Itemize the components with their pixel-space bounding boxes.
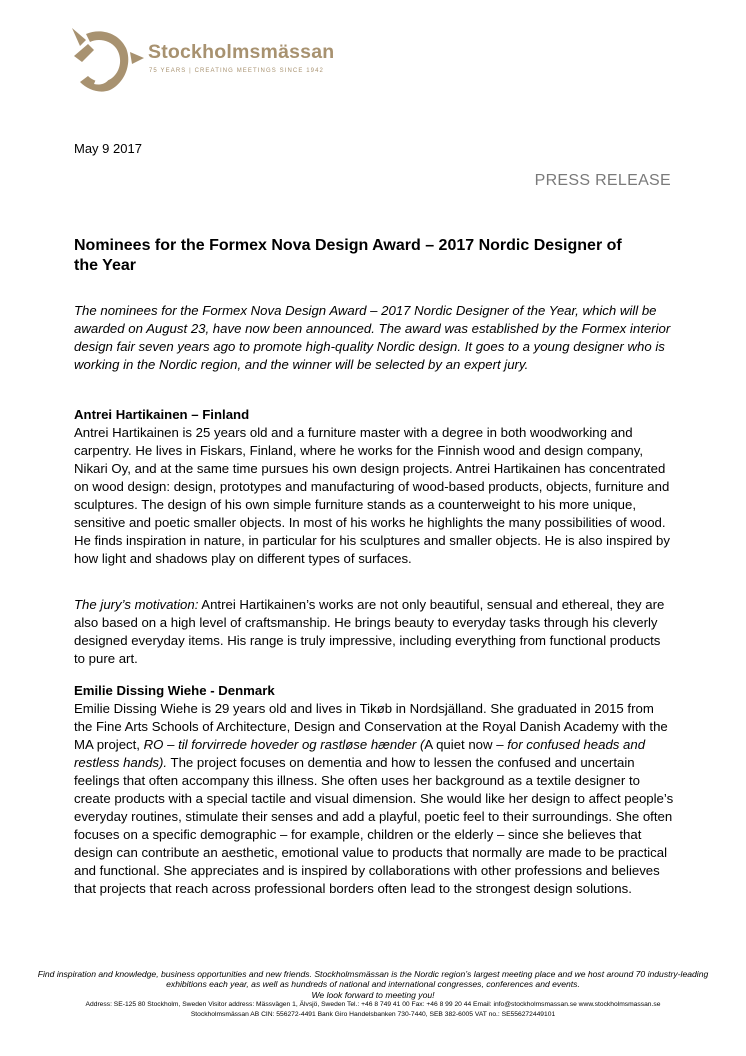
footer-tagline: Find inspiration and knowledge, business opportunities and new friends. Stockholmsmässan is the Nordic region’s largest meeting place and we host around 70 industry-leading exhibitions each year, as well as hundreds of national and international congresses, conferences and events. <box>37 969 709 990</box>
nominee-heading-emilie: Emilie Dissing Wiehe - Denmark <box>74 683 275 698</box>
jury-motivation-text: Antrei Hartikainen’s works are not only beautiful, sensual and ethereal, they are also based on a high level of craftsmanship. He brings beauty to everyday tasks through his cleverly designed everyday items. His range is truly impressive, including everything from functional products to pure art. <box>74 597 665 666</box>
jury-motivation-label: The jury’s motivation: <box>74 597 199 612</box>
project-title-danish: RO – til forvirrede hoveder og rastløse hænder ( <box>143 737 425 752</box>
lead-paragraph: The nominees for the Formex Nova Design Award – 2017 Nordic Designer of the Year, which will be awarded on August 23, have now been announced. The award was established by the Formex interior design fair seven years ago to promote high-quality Nordic design. It goes to a young designer who is working in the Nordic region, and the winner will be selected by an expert jury. <box>74 303 671 372</box>
company-logo <box>66 26 346 98</box>
release-date: May 9 2017 <box>74 141 142 156</box>
project-title-english: for confused heads and restless hands). <box>74 737 646 770</box>
jury-motivation-antrei <box>74 596 674 668</box>
nominee-heading-antrei: Antrei Hartikainen – Finland <box>74 407 250 422</box>
page-title: Nominees for the Formex Nova Design Award – 2017 Nordic Designer of the Year <box>74 237 622 274</box>
bio-text-part: Emilie Dissing Wiehe is 29 years old and lives in Tikøb in Nordsjälland. She graduated in 2015 from the Fine Arts Schools of Architecture, Design and Conservation at the Royal Danish Academy with the MA project, <box>74 701 668 752</box>
footer-closing: We look forward to meeting you! <box>311 989 435 1000</box>
page-footer <box>30 969 716 1020</box>
nominee-bio-antrei: Antrei Hartikainen is 25 years old and a furniture master with a degree in both woodworking and carpentry. He lives in Fiskars, Finland, where he works for the Finnish wood and design company, Nikari Oy, and at the same time pursues his own design projects. Antrei Hartikainen has concentrated on wood design: design, prototypes and manufacturing of wood-based products, objects, furniture and sculptures. The design of his own simple furniture stands as a counterweight to his more unique, sensitive and poetic smaller objects. In most of his works he highlights the many possibilities of wood. He finds inspiration in nature, in particular for his sculptures and smaller objects. He is also inspired by how light and shadows play on different types of surfaces. <box>74 425 670 566</box>
bio-text-part: The project focuses on dementia and how to lessen the confused and uncertain feelings that often accompany this illness. She often uses her background as a textile designer to create products with a special tactile and visual dimension. She would like her design to affect people’s everyday routines, stimulate their senses and add a playful, poetic feel to their surroundings. She often focuses on a specific demographic – for example, children or the elderly – since she believes that design can contribute an aesthetic, emotional value to products that normally are made to be practical and functional. She appreciates and is inspired by collaborations with other professions and believes that projects that reach across professional borders often lead to the strongest design solutions. <box>74 755 674 896</box>
brand-tagline: 75 YEARS | CREATING MEETINGS SINCE 1942 <box>149 68 324 74</box>
footer-address: Address: SE-125 80 Stockholm, Sweden Visitor address: Mässvägen 1, Älvsjö, Sweden Tel.: +46 8 749 41 00 Fax: +46 8 99 20 44 Email: info@stockholmsmassan.se www.stockholmsmassan.se <box>85 1001 661 1009</box>
stockholmsmassan-75-logo-icon <box>66 26 146 96</box>
nominee-bio-emilie <box>74 700 674 898</box>
project-title-english-prefix: A quiet now – <box>424 737 508 752</box>
press-release-label: PRESS RELEASE <box>534 172 671 189</box>
footer-legal: Stockholmsmässan AB CIN: 556272-4491 Bank Giro Handelsbanken 730-7440, SEB 382-6005 VAT no.: SE556272449101 <box>190 1011 556 1019</box>
brand-name: Stockholmsmässan <box>148 41 335 63</box>
